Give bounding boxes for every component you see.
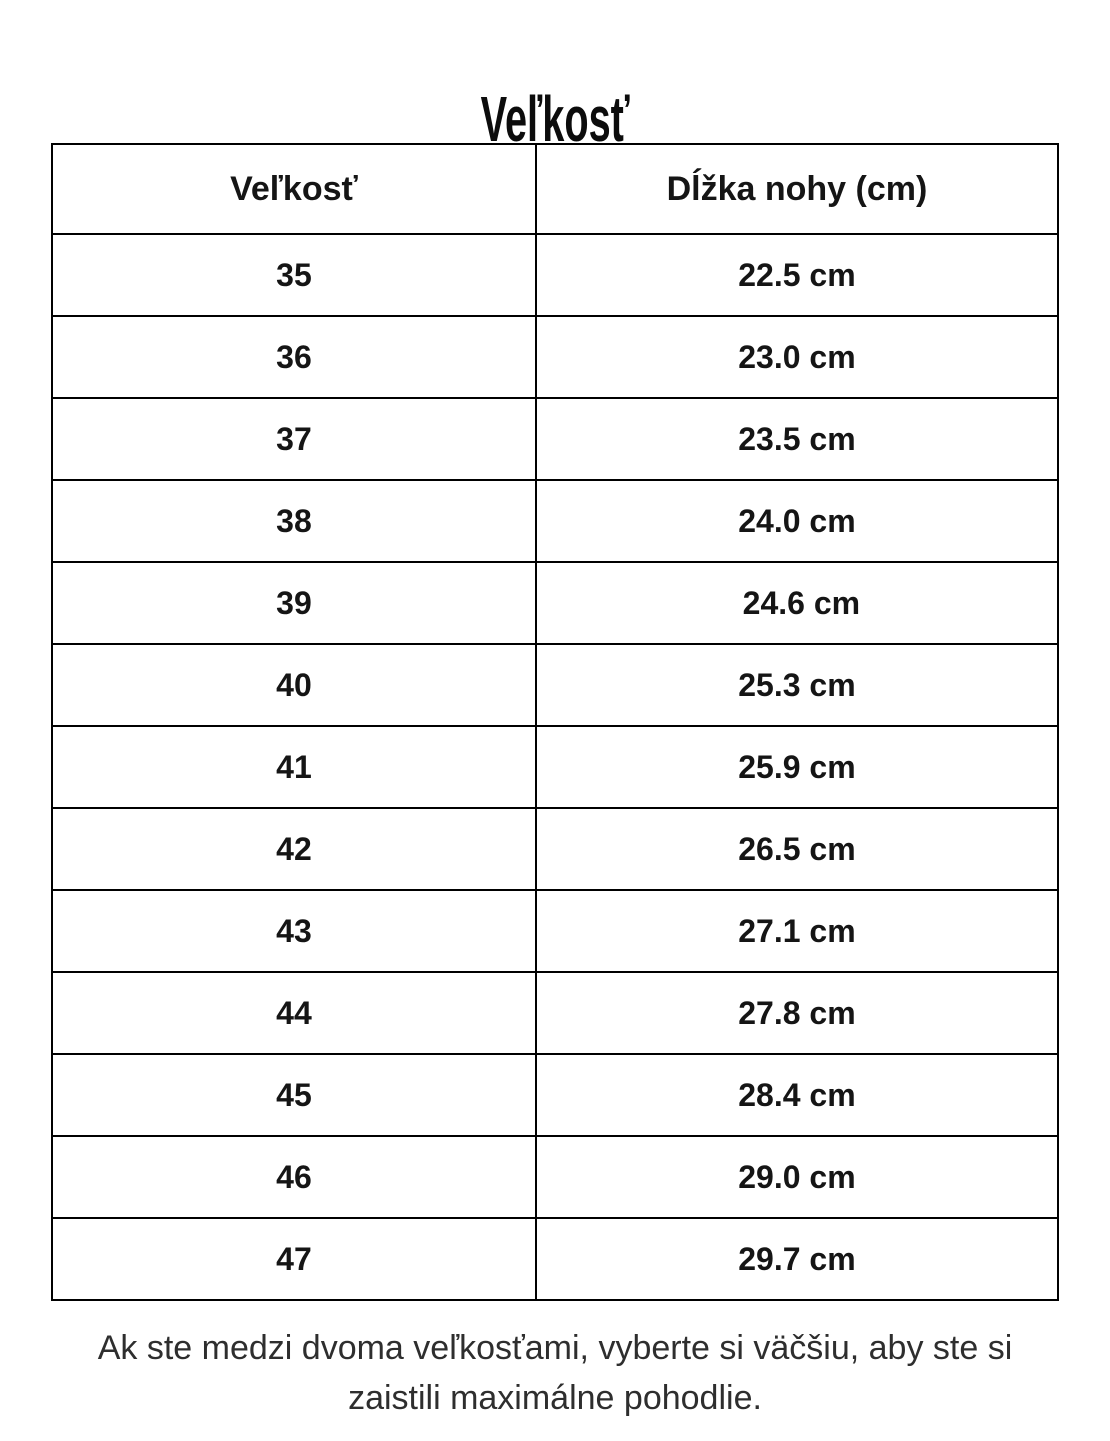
table-row	[52, 808, 1058, 890]
length-cell: 29.7 cm	[536, 1218, 1058, 1300]
length-cell: 27.8 cm	[536, 972, 1058, 1054]
length-cell: 24.6 cm	[536, 562, 1058, 644]
size-cell: 38	[52, 480, 536, 562]
sizing-advice-note	[0, 1323, 1110, 1423]
length-cell: 22.5 cm	[536, 234, 1058, 316]
table-row	[52, 644, 1058, 726]
table-row	[52, 1054, 1058, 1136]
table-row	[52, 398, 1058, 480]
size-cell: 35	[52, 234, 536, 316]
table-row	[52, 1218, 1058, 1300]
length-cell: 27.1 cm	[536, 890, 1058, 972]
size-cell: 41	[52, 726, 536, 808]
sizing-advice-line-1: Ak ste medzi dvoma veľkosťami, vyberte si väčšiu, aby ste si	[97, 1329, 1013, 1367]
size-cell: 44	[52, 972, 536, 1054]
size-cell: 36	[52, 316, 536, 398]
length-cell: 25.9 cm	[536, 726, 1058, 808]
size-cell: 43	[52, 890, 536, 972]
table-row	[52, 480, 1058, 562]
page-title-wrap	[0, 0, 1110, 155]
size-cell: 47	[52, 1218, 536, 1300]
length-cell: 29.0 cm	[536, 1136, 1058, 1218]
table-header-row	[52, 144, 1058, 234]
length-cell: 23.5 cm	[536, 398, 1058, 480]
table-row	[52, 972, 1058, 1054]
table-row	[52, 316, 1058, 398]
size-cell: 46	[52, 1136, 536, 1218]
page-title: Veľkosť	[480, 82, 630, 155]
size-cell: 42	[52, 808, 536, 890]
table-row	[52, 890, 1058, 972]
table-row	[52, 1136, 1058, 1218]
table-row	[52, 562, 1058, 644]
length-cell: 26.5 cm	[536, 808, 1058, 890]
size-cell: 37	[52, 398, 536, 480]
length-cell: 25.3 cm	[536, 644, 1058, 726]
length-cell: 24.0 cm	[536, 480, 1058, 562]
table-row	[52, 234, 1058, 316]
sizing-advice-line-2: zaistili maximálne pohodlie.	[348, 1379, 762, 1417]
size-cell: 39	[52, 562, 536, 644]
size-table	[51, 143, 1059, 1301]
col-header-size: Veľkosť	[52, 144, 536, 234]
size-cell: 45	[52, 1054, 536, 1136]
length-cell: 28.4 cm	[536, 1054, 1058, 1136]
table-row	[52, 726, 1058, 808]
col-header-foot-length: Dĺžka nohy (cm)	[536, 144, 1058, 234]
length-cell: 23.0 cm	[536, 316, 1058, 398]
size-cell: 40	[52, 644, 536, 726]
